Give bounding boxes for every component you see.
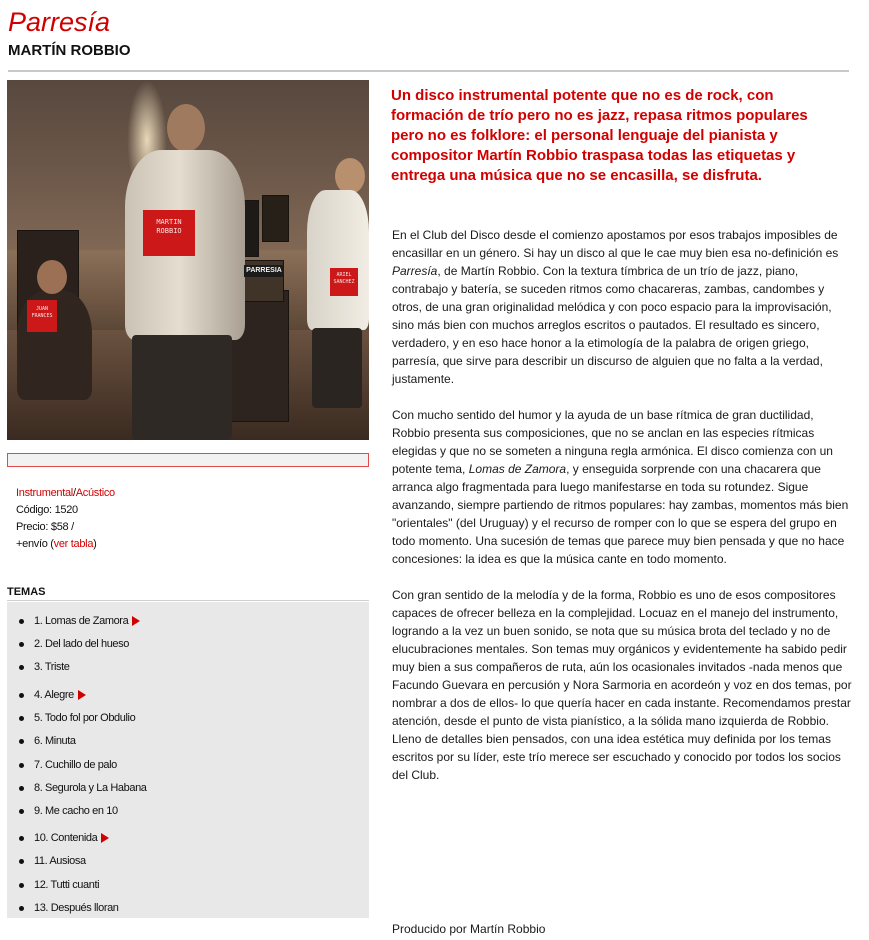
product-price: Precio: $58 / [16,521,74,533]
article-paragraph: En el Club del Disco desde el comienzo apostamos por esos trabajos imposibles de encasillar en un género. Si hay un disco al que le cae muy bien esa no-definición es Parresía, de Martín Robbio. Con la textura tímbrica de un trío de jazz, piano, contrabajo y batería, se suceden ritmos como chacareras, zambas, candombes y otros, de una gran originalidad melódica y con poco espacio para la improvisación, sino más bien con muchos arreglos escritos o pautados. El resultado es sincero, verdadero, y en eso hace honor a la etimología de la palabra de origen griego, parresía, que sirve para describir un discurso de alguien que no falta a la verdad, justamente. [392,228,839,386]
track-item [19,685,86,705]
track-title: 5. Todo fol por Obdulio [34,712,136,724]
article-body [392,226,852,802]
track-title: 9. Me cacho en 10 [34,805,118,817]
track-item [19,828,109,848]
bullet-icon [19,739,24,744]
product-code: Código: 1520 [16,504,78,516]
play-icon[interactable] [101,833,109,843]
subgenre-link[interactable]: Acústico [75,487,115,499]
play-icon[interactable] [132,616,140,626]
shipping-prefix: +envío ( [16,538,54,550]
bullet-icon [19,883,24,888]
bullet-icon [19,836,24,841]
bullet-icon [19,716,24,721]
track-item [19,801,118,821]
bullet-icon [19,859,24,864]
track-title: 10. Contenida [34,832,98,844]
track-title: 1. Lomas de Zamora [34,615,129,627]
track-title: 6. Minuta [34,735,76,747]
track-title: 3. Triste [34,661,70,673]
shipping-table-link[interactable]: ver tabla [53,538,94,550]
track-title-emphasis: Lomas de Zamora [468,462,567,476]
track-item [19,611,140,631]
genre-separator: / [72,487,76,499]
product-info [16,485,115,553]
title-divider [8,70,849,72]
bullet-icon [19,786,24,791]
tracklist-title: TEMAS [7,586,46,598]
bullet-icon [19,906,24,911]
track-title: 12. Tutti cuanti [34,879,100,891]
bullet-icon [19,642,24,647]
track-item [19,851,86,871]
bullet-icon [19,619,24,624]
genre-link[interactable]: Instrumental [16,487,73,499]
track-item [19,898,119,918]
producer-credit: Producido por Martín Robbio [392,922,546,936]
article-paragraph: Con gran sentido de la melodía y de la forma, Robbio es uno de esos compositores capaces de ofrecer belleza en la complejidad. Locuaz en el manejo del instrumento, logrando a la vez un buen sonido, se nota que su música brota del teclado y no de elucubraciones mentales. Son temas muy orgánicos y evidentemente ha sabido pedir muy bien a sus compañeros de ruta, aún los ocasionales invitados -nada menos que Facundo Guevara en percusión y Nora Sarmoria en acordeón y voz en dos temas, por nombrar a dos de ellos- lo que quería hacer en cada instante. Recomendamos prestar atención, desde el punto de vista pianístico, a la sólida mano izquierda de Robbio. Lleno de detalles bien pensados, con una idea estética muy definida por los temas escritos por su líder, este trío merece ser escuchado y conocido por todos los socios del Club. [392,588,852,782]
album-cover-image [7,80,369,440]
track-title: 7. Cuchillo de palo [34,759,117,771]
track-item [19,755,117,775]
cover-artist-label: MARTIN ROBBIO [143,210,195,256]
shipping-suffix: ) [93,538,97,550]
artist-name: MARTÍN ROBBIO [8,42,131,59]
track-item [19,778,147,798]
article-lede: Un disco instrumental potente que no es de rock, con formación de trío pero no es jazz, repasa ritmos populares pero no es folklore: el personal lenguaje del pianista y compositor Martín Robbio traspasa todas las etiquetas y entrega una música que no se encasilla, se disfruta. [391,87,808,184]
bullet-icon [19,763,24,768]
tracklist-divider [7,600,369,601]
track-title: 8. Segurola y La Habana [34,782,147,794]
bullet-icon [19,693,24,698]
album-title: Parresía [8,7,111,37]
bullet-icon [19,809,24,814]
tracklist-panel [7,602,369,918]
cover-right-label: ARIEL SANCHEZ [330,268,358,296]
track-title: 4. Alegre [34,689,74,701]
track-title: 11. Ausiosa [34,855,86,867]
cover-caption-bar [7,453,369,467]
track-item [19,708,135,728]
track-title: 2. Del lado del hueso [34,638,129,650]
play-icon[interactable] [78,690,86,700]
cover-left-label: JUAN FRANCES [27,300,57,332]
track-title: 13. Después lloran [34,902,119,914]
article-paragraph: Con mucho sentido del humor y la ayuda de un base rítmica de gran ductilidad, Robbio presenta sus composiciones, que no se anclan en las especies rítmicas elegidas y que no se someten a ninguna regla armónica. El disco comienza con un potente tema, Lomas de Zamora, y enseguida sorprende con una chacarera que arranca algo fragmentada para luego manifestarse en toda su rotundez. Sigue avanzando, siempre partiendo de ritmos populares: hay zambas, momentos más bien "orientales" (del Uruguay) y el recurso de romper con lo que se espera del grupo en todo momento. Una sucesión de temas que parece muy bien pensada y que no hace concesiones: la idea es que la música cante en todo momento. [392,408,849,566]
track-item [19,634,129,654]
album-title-emphasis: Parresía [392,264,438,278]
track-item [19,657,70,677]
track-item [19,731,76,751]
track-item [19,875,99,895]
cover-album-label: PARRESIA [244,265,284,277]
bullet-icon [19,665,24,670]
